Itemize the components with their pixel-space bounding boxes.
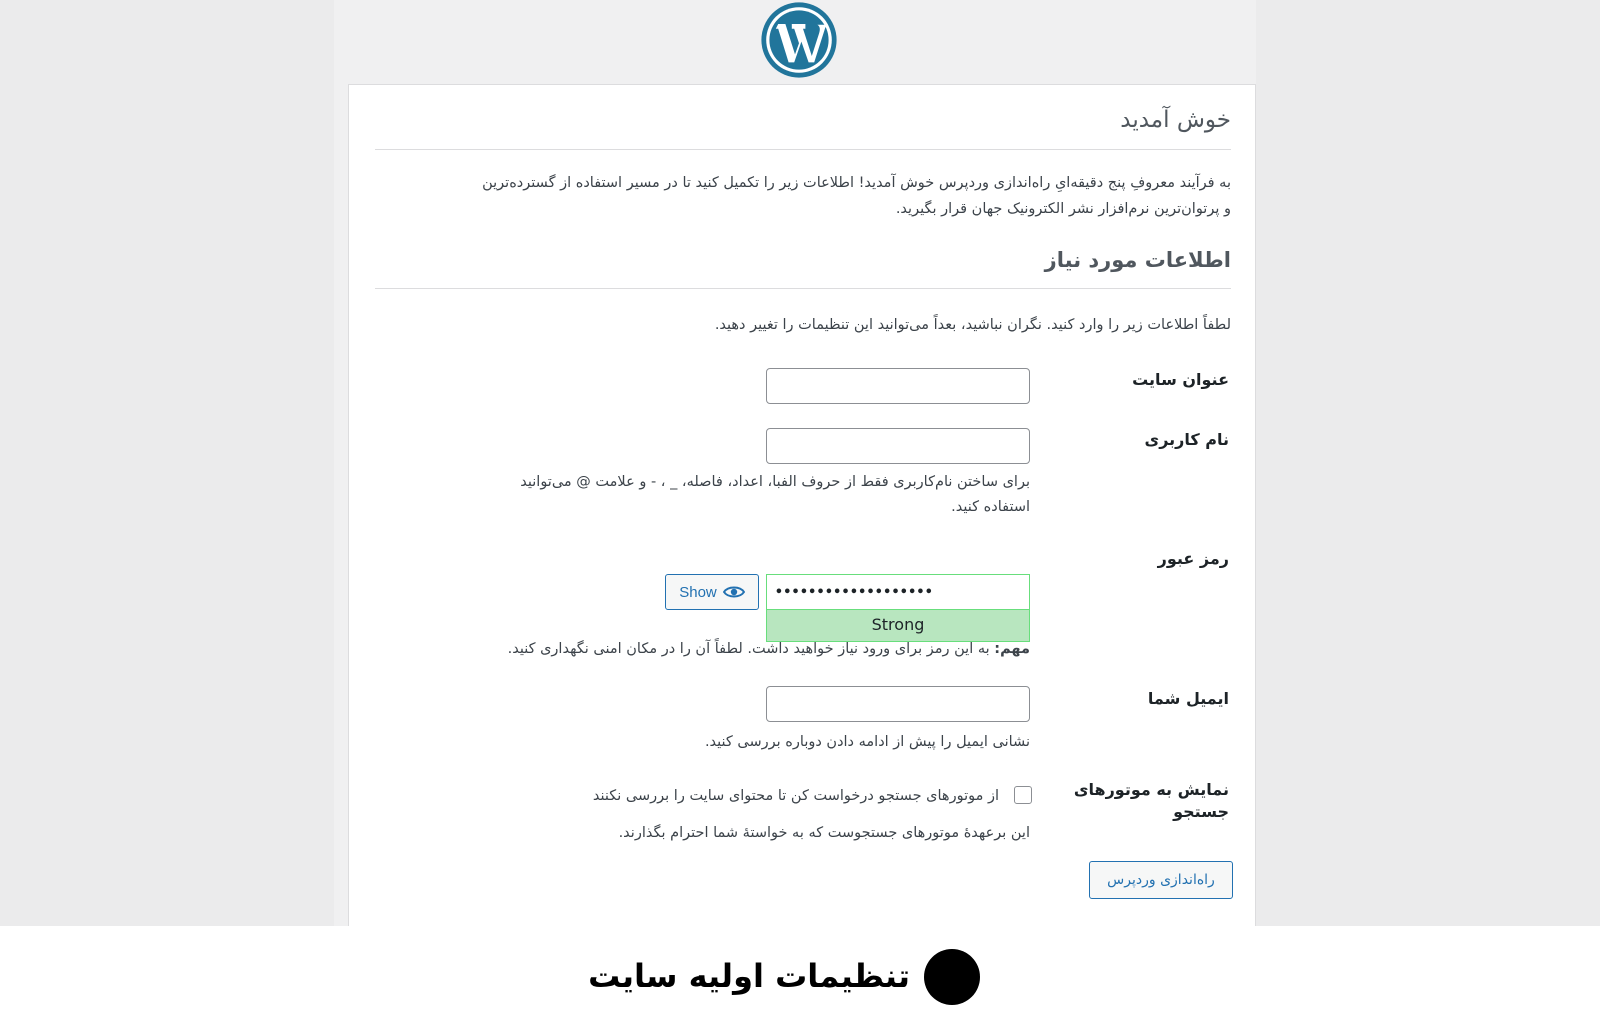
- welcome-title: خوش آمدید: [1120, 107, 1231, 133]
- email-input[interactable]: [766, 686, 1030, 722]
- search-engine-label: نمایش به موتورهای جستجو: [1073, 780, 1229, 821]
- bullet-dot-icon: [924, 949, 980, 1005]
- password-input[interactable]: [766, 574, 1030, 610]
- search-engine-checkbox[interactable]: [1014, 786, 1032, 804]
- show-password-button[interactable]: [665, 574, 759, 610]
- password-important-note: [409, 637, 1030, 662]
- intro-line-1: به فرآیند معروفِ پنج دقیقه‌ایِ راه‌اندازی وردپرس خوش آمدید! اطلاعات زیر را تکمیل کنید تا در مسیر استفاده از گسترده‌ترین: [482, 175, 1231, 191]
- caption-title: تنظیمات اولیه سایت: [588, 957, 910, 995]
- important-text: به این رمز برای ورود نیاز خواهید داشت. لطفاً آن را در مکان امنی نگهداری کنید.: [507, 641, 990, 657]
- username-input[interactable]: [766, 428, 1030, 464]
- divider: [375, 288, 1231, 289]
- email-label: ایمیل شما: [1147, 689, 1229, 708]
- password-strength-indicator: Strong: [766, 610, 1030, 642]
- background-strip-left: [0, 0, 334, 926]
- username-help-line-1: برای ساختن نام‌کاربری فقط از حروف الفبا، اعداد، فاصله، _ ، - و علامت @ می‌توانید: [520, 474, 1030, 490]
- search-engine-checkbox-label[interactable]: از موتورهای جستجو درخواست کن تا محتوای سایت را بررسی نکنند: [592, 788, 999, 804]
- show-password-label: Show: [679, 583, 717, 601]
- important-prefix: مهم:: [994, 641, 1030, 657]
- intro-text: [375, 170, 1231, 222]
- email-help: نشانی ایمیل را پیش از ادامه دادن دوباره بررسی کنید.: [704, 734, 1030, 750]
- username-help-line-2: استفاده کنید.: [951, 499, 1030, 515]
- search-engine-help: این برعهدهٔ موتورهای جستجوست که به خواستهٔ شما احترام بگذارند.: [618, 825, 1030, 841]
- required-info-note: لطفاً اطلاعات زیر را وارد کنید. نگران نباشید، بعداً می‌توانید این تنظیمات را تغییر دهید.: [714, 317, 1231, 333]
- site-title-input[interactable]: [766, 368, 1030, 404]
- setup-card: [348, 84, 1256, 926]
- eye-icon: [723, 585, 745, 599]
- install-wordpress-button[interactable]: راه‌اندازی وردپرس: [1089, 861, 1233, 899]
- intro-line-2: و پرتوان‌ترین نرم‌افزار نشر الکترونیک جهان قرار بگیرید.: [895, 201, 1231, 217]
- required-info-title: اطلاعات مورد نیاز: [1044, 248, 1231, 272]
- site-title-label: عنوان سایت: [1132, 370, 1229, 389]
- username-label: نام کاربری: [1144, 430, 1229, 449]
- divider: [375, 149, 1231, 150]
- background-strip-right: [1256, 0, 1600, 926]
- password-label: رمز عبور: [1157, 549, 1229, 568]
- username-help: [439, 470, 1030, 520]
- wordpress-logo-icon: [757, 0, 841, 80]
